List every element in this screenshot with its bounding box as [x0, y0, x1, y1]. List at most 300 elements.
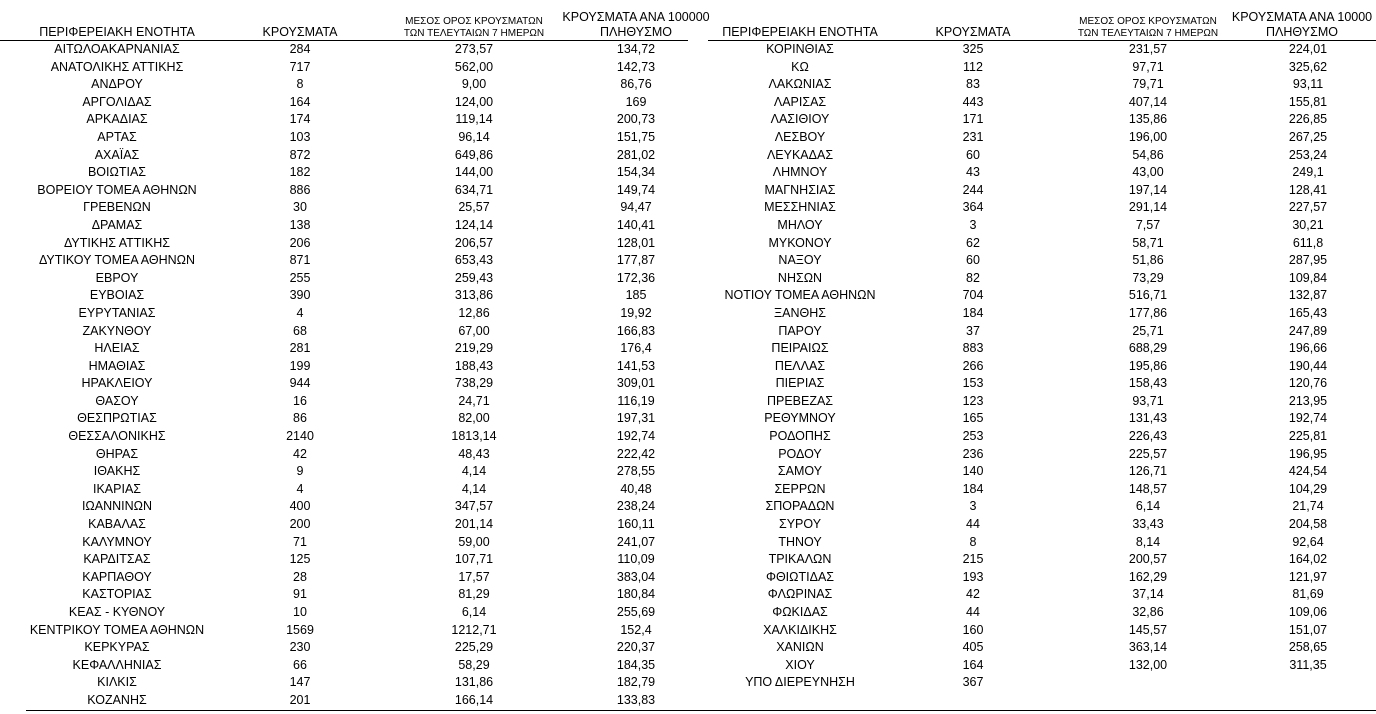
cases-cell: 42: [293, 446, 307, 461]
table-row: [708, 340, 1376, 358]
table-row: [0, 305, 688, 323]
table-row: [0, 393, 688, 411]
weekly-average-cell: 119,14: [455, 112, 493, 127]
cases-cell: 872: [289, 147, 311, 162]
cases-per-population-cell: 241,07: [616, 534, 656, 549]
cases-cell: 60: [966, 253, 980, 268]
region-cell: ΙΩΑΝΝΙΝΩΝ: [81, 499, 153, 514]
weekly-average-cell: 7,57: [1135, 217, 1161, 232]
cases-per-population-cell: 121,97: [1288, 569, 1328, 584]
header-weekly-average-line1: ΜΕΣΟΣ ΟΡΟΣ ΚΡΟΥΣΜΑΤΩΝ: [405, 16, 543, 27]
weekly-average-cell: 158,43: [1128, 376, 1168, 391]
weekly-average-cell: 82,00: [458, 411, 490, 426]
cases-cell: 2140: [286, 429, 314, 444]
cases-cell: 10: [293, 605, 307, 619]
weekly-average-cell: 1813,14: [451, 429, 497, 444]
header-region: ΠΕΡΙΦΕΡΕΙΑΚΗ ΕΝΟΤΗΤΑ: [722, 24, 878, 39]
weekly-average-cell: 25,57: [458, 200, 490, 215]
cases-per-population-cell: 192,74: [616, 429, 656, 444]
cases-cell: 16: [293, 393, 307, 408]
weekly-average-cell: 313,86: [454, 288, 494, 303]
cases-cell: 171: [962, 112, 984, 127]
table-row: [708, 516, 1376, 534]
cases-per-population-cell: 383,04: [616, 569, 656, 584]
table-row: [708, 217, 1376, 235]
table-row: [708, 76, 1376, 94]
region-cell: ΧΑΛΚΙΔΙΚΗΣ: [763, 622, 837, 637]
region-cell: ΚΙΛΚΙΣ: [97, 675, 137, 690]
region-cell: ΤΡΙΚΑΛΩΝ: [768, 552, 832, 567]
cases-per-population-cell: 128,01: [616, 235, 656, 250]
cases-cell: 184: [962, 305, 984, 320]
table-row: [0, 410, 688, 428]
cases-per-population-cell: 152,4: [620, 622, 652, 637]
weekly-average-cell: 124,00: [454, 94, 494, 109]
weekly-average-cell: 4,14: [461, 481, 487, 496]
cases-cell: 266: [962, 358, 984, 373]
table-row: [708, 252, 1376, 270]
table-row: [708, 569, 1376, 587]
region-cell: ΕΥΡΥΤΑΝΙΑΣ: [78, 305, 156, 320]
cases-cell: 284: [289, 42, 311, 56]
cases-per-population-cell: 132,87: [1288, 288, 1328, 303]
region-cell: ΠΡΕΒΕΖΑΣ: [766, 393, 834, 408]
table-row: [708, 622, 1376, 640]
cases-per-population-cell: 94,47: [620, 200, 652, 215]
cases-per-population-cell: 222,42: [616, 446, 656, 461]
cases-per-population-cell: 247,89: [1288, 323, 1328, 338]
region-cell: ΚΕΡΚΥΡΑΣ: [84, 640, 150, 655]
weekly-average-cell: 24,71: [458, 393, 490, 408]
cases-per-population-cell: 220,37: [616, 640, 656, 655]
cases-cell: 9: [296, 464, 304, 479]
cases-cell: 231: [962, 129, 984, 144]
table-row: [0, 639, 688, 657]
region-cell: ΠΕΛΛΑΣ: [774, 358, 826, 373]
table-row: [708, 674, 1376, 692]
table-row: [0, 270, 688, 288]
region-cell: ΜΥΚΟΝΟΥ: [768, 235, 832, 250]
cases-cell: 182: [289, 165, 311, 180]
region-cell: ΝΗΣΩΝ: [777, 270, 823, 285]
cases-per-population-cell: 151,75: [616, 129, 656, 144]
region-cell: ΒΟΡΕΙΟΥ ΤΟΜΕΑ ΑΘΗΝΩΝ: [37, 182, 197, 197]
region-cell: ΜΕΣΣΗΝΙΑΣ: [764, 200, 836, 215]
region-cell: ΔΡΑΜΑΣ: [91, 217, 143, 232]
cases-per-population-cell: 141,53: [616, 358, 656, 373]
weekly-average-cell: 225,29: [454, 640, 494, 655]
cases-per-population-cell: 611,8: [1292, 235, 1324, 250]
weekly-average-cell: 8,14: [1135, 534, 1161, 549]
cases-cell: 44: [966, 605, 980, 619]
weekly-average-cell: 1212,71: [451, 622, 497, 637]
cases-cell: 60: [966, 147, 980, 162]
region-cell: ΠΕΙΡΑΙΩΣ: [771, 341, 829, 356]
region-cell: ΧΑΝΙΩΝ: [776, 640, 824, 655]
bottom-rule: [26, 710, 1376, 711]
region-cell: ΗΜΑΘΙΑΣ: [88, 358, 146, 373]
weekly-average-cell: 219,29: [454, 341, 494, 356]
weekly-average-cell: 12,86: [458, 305, 490, 320]
region-cell: ΧΙΟΥ: [785, 657, 815, 672]
region-cell: ΣΕΡΡΩΝ: [774, 481, 826, 496]
cases-cell: 230: [289, 640, 311, 655]
cases-cell: 42: [966, 587, 980, 602]
cases-cell: 37: [966, 323, 980, 338]
table-row: [708, 182, 1376, 200]
cases-per-population-cell: 151,07: [1288, 622, 1328, 637]
cases-per-population-cell: 325,62: [1288, 59, 1328, 74]
weekly-average-cell: 196,00: [1128, 129, 1168, 144]
weekly-average-cell: 37,14: [1132, 587, 1164, 602]
cases-per-population-cell: 278,55: [616, 464, 656, 479]
cases-cell: 443: [962, 94, 984, 109]
region-cell: ΡΕΘΥΜΝΟΥ: [764, 411, 836, 426]
cases-cell: 4: [296, 481, 304, 496]
region-cell: ΔΥΤΙΚΗΣ ΑΤΤΙΚΗΣ: [64, 235, 170, 250]
table-row: [0, 287, 688, 305]
cases-per-population-cell: 176,4: [620, 341, 652, 356]
table-row: [708, 129, 1376, 147]
table-row: [708, 410, 1376, 428]
weekly-average-cell: 96,14: [458, 129, 490, 144]
cases-cell: 153: [962, 376, 984, 391]
region-cell: ΚΑΒΑΛΑΣ: [88, 517, 146, 532]
cases-per-population-cell: 180,84: [616, 587, 656, 602]
table-row: [708, 534, 1376, 552]
weekly-average-cell: 291,14: [1128, 200, 1168, 215]
cases-cell: 253: [962, 429, 984, 444]
cases-per-population-cell: 30,21: [1292, 217, 1324, 232]
region-cell: ΚΑΣΤΟΡΙΑΣ: [82, 587, 152, 602]
region-cell: ΑΡΤΑΣ: [97, 129, 137, 144]
weekly-average-cell: 81,29: [458, 587, 490, 602]
table-row: [708, 305, 1376, 323]
region-cell: ΘΕΣΠΡΩΤΙΑΣ: [77, 411, 157, 426]
cases-cell: 883: [962, 341, 984, 356]
table-row: [0, 622, 688, 640]
cases-cell: 704: [962, 288, 984, 303]
cases-per-population-cell: 166,83: [616, 323, 656, 338]
table-row: [708, 586, 1376, 604]
table-row: [0, 498, 688, 516]
table-row: [708, 481, 1376, 499]
cases-per-population-cell: 104,29: [1288, 481, 1328, 496]
cases-cell: 28: [293, 569, 307, 584]
weekly-average-cell: 97,71: [1132, 59, 1164, 74]
table-row: [0, 129, 688, 147]
weekly-average-cell: 516,71: [1128, 288, 1168, 303]
weekly-average-cell: 54,86: [1132, 147, 1164, 162]
table-row: [0, 481, 688, 499]
cases-per-population-cell: 196,95: [1288, 446, 1328, 461]
cases-cell: 8: [296, 77, 304, 92]
weekly-average-cell: 225,57: [1128, 446, 1168, 461]
weekly-average-cell: 148,57: [1128, 481, 1168, 496]
cases-per-population-cell: 172,36: [616, 270, 656, 285]
cases-per-population-cell: 40,48: [620, 481, 652, 496]
cases-cell: 255: [289, 270, 311, 285]
region-cell: ΚΟΡΙΝΘΙΑΣ: [766, 42, 834, 56]
weekly-average-cell: 48,43: [458, 446, 490, 461]
cases-per-population-cell: 19,92: [620, 305, 652, 320]
region-cell: ΛΑΡΙΣΑΣ: [773, 94, 827, 109]
cases-per-population-cell: 177,87: [616, 253, 656, 268]
region-cell: ΠΙΕΡΙΑΣ: [775, 376, 825, 391]
cases-cell: 244: [962, 182, 984, 197]
weekly-average-cell: 259,43: [454, 270, 494, 285]
region-cell: ΔΥΤΙΚΟΥ ΤΟΜΕΑ ΑΘΗΝΩΝ: [38, 253, 196, 268]
weekly-average-cell: 166,14: [454, 692, 494, 707]
weekly-average-cell: 58,71: [1132, 235, 1164, 250]
region-cell: ΦΛΩΡΙΝΑΣ: [767, 587, 833, 602]
weekly-average-cell: 73,29: [1132, 270, 1164, 285]
cases-cell: 62: [966, 235, 980, 250]
region-cell: ΖΑΚΥΝΘΟΥ: [82, 323, 152, 338]
table-row: [708, 111, 1376, 129]
weekly-average-cell: 226,43: [1128, 429, 1168, 444]
cases-cell: 174: [289, 112, 311, 127]
cases-cell: 164: [289, 94, 311, 109]
left-table: [0, 6, 710, 710]
region-cell: ΝΑΞΟΥ: [778, 253, 822, 268]
region-cell: ΚΕΦΑΛΛΗΝΙΑΣ: [72, 657, 162, 672]
cases-per-population-cell: 149,74: [616, 182, 656, 197]
cases-per-population-cell: 267,25: [1288, 129, 1328, 144]
cases-cell: 3: [969, 217, 977, 232]
region-cell: ΚΕΑΣ - ΚΥΘΝΟΥ: [68, 605, 166, 619]
cases-per-population-cell: 164,02: [1288, 552, 1328, 567]
weekly-average-cell: 6,14: [1135, 499, 1161, 514]
right-table-header: [708, 6, 1376, 41]
cases-cell: 138: [289, 217, 311, 232]
cases-cell: 1569: [286, 622, 314, 637]
cases-per-population-cell: 140,41: [616, 217, 656, 232]
weekly-average-cell: 43,00: [1132, 165, 1164, 180]
weekly-average-cell: 4,14: [461, 464, 487, 479]
cases-per-population-cell: 249,1: [1292, 165, 1324, 180]
cases-per-population-cell: 110,09: [617, 552, 655, 567]
cases-cell: 125: [289, 552, 311, 567]
table-row: [0, 428, 688, 446]
cases-per-population-cell: 253,24: [1288, 147, 1328, 162]
cases-cell: 123: [962, 393, 984, 408]
weekly-average-cell: 32,86: [1132, 605, 1164, 619]
cases-per-population-cell: 182,79: [616, 675, 656, 690]
region-cell: ΙΚΑΡΙΑΣ: [92, 481, 142, 496]
region-cell: ΦΩΚΙΔΑΣ: [772, 605, 828, 619]
weekly-average-cell: 126,71: [1128, 464, 1168, 479]
weekly-average-cell: 58,29: [458, 657, 490, 672]
table-row: [0, 463, 688, 481]
region-cell: ΑΧΑΪΑΣ: [94, 147, 140, 162]
region-cell: ΣΑΜΟΥ: [777, 464, 823, 479]
cases-cell: 325: [962, 42, 984, 56]
cases-cell: 71: [293, 534, 307, 549]
region-cell: ΦΘΙΩΤΙΔΑΣ: [765, 569, 835, 584]
region-cell: ΚΕΝΤΡΙΚΟΥ ΤΟΜΕΑ ΑΘΗΝΩΝ: [29, 622, 205, 637]
cases-per-population-cell: 165,43: [1288, 305, 1328, 320]
weekly-average-cell: 197,14: [1128, 182, 1168, 197]
cases-cell: 43: [966, 165, 980, 180]
table-row: [708, 657, 1376, 675]
table-row: [708, 323, 1376, 341]
cases-cell: 160: [962, 622, 984, 637]
region-cell: ΛΕΣΒΟΥ: [774, 129, 826, 144]
table-row: [0, 674, 688, 692]
cases-cell: 236: [962, 446, 984, 461]
weekly-average-cell: 206,57: [454, 235, 494, 250]
header-cases-per-population-line2: ΠΛΗΘΥΣΜΟ: [600, 24, 672, 39]
cases-cell: 165: [962, 411, 984, 426]
table-row: [0, 76, 688, 94]
table-row: [0, 252, 688, 270]
weekly-average-cell: 67,00: [458, 323, 490, 338]
table-row: [0, 551, 688, 569]
cases-cell: 200: [289, 517, 311, 532]
cases-per-population-cell: 120,76: [1288, 376, 1328, 391]
table-row: [0, 41, 688, 59]
weekly-average-cell: 132,00: [1128, 657, 1168, 672]
header-weekly-average-line2: ΤΩΝ ΤΕΛΕΥΤΑΙΩΝ 7 ΗΜΕΡΩΝ: [1077, 27, 1219, 39]
cases-per-population-cell: 184,35: [616, 657, 656, 672]
table-row: [708, 164, 1376, 182]
region-cell: ΛΕΥΚΑΔΑΣ: [766, 147, 834, 162]
cases-cell: 367: [962, 675, 984, 690]
cases-per-population-cell: 287,95: [1288, 253, 1328, 268]
region-cell: ΗΡΑΚΛΕΙΟΥ: [81, 376, 153, 391]
table-row: [0, 586, 688, 604]
cases-cell: 717: [289, 59, 311, 74]
table-row: [0, 604, 688, 622]
table-row: [0, 692, 688, 710]
weekly-average-cell: 135,86: [1128, 112, 1168, 127]
weekly-average-cell: 738,29: [454, 376, 494, 391]
region-cell: ΚΟΖΑΝΗΣ: [87, 692, 147, 707]
cases-cell: 83: [966, 77, 980, 92]
weekly-average-cell: 407,14: [1128, 94, 1168, 109]
cases-per-population-cell: 116,19: [617, 393, 655, 408]
table-row: [708, 446, 1376, 464]
table-row: [708, 604, 1376, 622]
cases-cell: 364: [962, 200, 984, 215]
table-row: [0, 94, 688, 112]
cases-per-population-cell: 92,64: [1292, 534, 1324, 549]
weekly-average-cell: 17,57: [458, 569, 490, 584]
table-row: [0, 217, 688, 235]
region-cell: ΠΑΡΟΥ: [778, 323, 822, 338]
table-row: [0, 147, 688, 165]
cases-per-population-cell: 197,31: [616, 411, 656, 426]
right-table: [708, 6, 1376, 692]
region-cell: ΓΡΕΒΕΝΩΝ: [83, 200, 151, 215]
table-row: [0, 199, 688, 217]
region-cell: ΘΑΣΟΥ: [95, 393, 139, 408]
region-cell: ΡΟΔΟΠΗΣ: [769, 429, 831, 444]
region-cell: ΚΑΡΔΙΤΣΑΣ: [83, 552, 151, 567]
table-row: [708, 393, 1376, 411]
region-cell: ΞΑΝΘΗΣ: [774, 305, 826, 320]
header-weekly-average-line1: ΜΕΣΟΣ ΟΡΟΣ ΚΡΟΥΣΜΑΤΩΝ: [1079, 16, 1217, 27]
cases-per-population-cell: 238,24: [616, 499, 656, 514]
cases-per-population-cell: 154,34: [616, 165, 656, 180]
header-cases-per-population: [556, 10, 716, 39]
table-row: [0, 657, 688, 675]
weekly-average-cell: 144,00: [454, 165, 494, 180]
weekly-average-cell: 649,86: [454, 147, 494, 162]
cases-per-population-cell: 224,01: [1288, 42, 1328, 56]
region-cell: ΡΟΔΟΥ: [778, 446, 822, 461]
table-row: [0, 235, 688, 253]
weekly-average-cell: 653,43: [454, 253, 494, 268]
header-weekly-average: [384, 16, 564, 39]
table-row: [0, 358, 688, 376]
header-cases-per-population-line1: ΚΡΟΥΣΜΑΤΑ ΑΝΑ 10000: [1231, 10, 1373, 25]
table-row: [708, 94, 1376, 112]
region-cell: ΛΗΜΝΟΥ: [772, 165, 828, 180]
table-row: [0, 446, 688, 464]
weekly-average-cell: 51,86: [1132, 253, 1164, 268]
cases-cell: 199: [289, 358, 311, 373]
weekly-average-cell: 59,00: [458, 534, 490, 549]
cases-cell: 281: [289, 341, 311, 356]
table-row: [708, 147, 1376, 165]
table-row: [708, 463, 1376, 481]
cases-per-population-cell: 424,54: [1288, 464, 1328, 479]
weekly-average-cell: 188,43: [454, 358, 494, 373]
weekly-average-cell: 634,71: [454, 182, 494, 197]
region-cell: ΑΡΓΟΛΙΔΑΣ: [82, 94, 152, 109]
table-row: [708, 59, 1376, 77]
cases-per-population-cell: 155,81: [1288, 94, 1328, 109]
cases-cell: 944: [289, 376, 311, 391]
region-cell: ΘΕΣΣΑΛΟΝΙΚΗΣ: [68, 429, 166, 444]
weekly-average-cell: 25,71: [1132, 323, 1164, 338]
table-row: [708, 287, 1376, 305]
region-cell: ΚΑΡΠΑΘΟΥ: [82, 569, 152, 584]
weekly-average-cell: 162,29: [1128, 569, 1168, 584]
region-cell: ΑΡΚΑΔΙΑΣ: [86, 112, 148, 127]
header-cases-per-population-line2: ΠΛΗΘΥΣΜΟ: [1266, 24, 1338, 39]
weekly-average-cell: 93,71: [1132, 393, 1164, 408]
cases-per-population-cell: 133,83: [616, 692, 656, 707]
cases-per-population-cell: 93,11: [1292, 77, 1324, 92]
cases-cell: 30: [293, 200, 307, 215]
table-row: [0, 182, 688, 200]
left-table-body: [0, 41, 688, 710]
cases-per-population-cell: 134,72: [616, 42, 656, 56]
weekly-average-cell: 9,00: [461, 77, 487, 92]
cases-cell: 871: [289, 253, 311, 268]
cases-cell: 8: [969, 534, 977, 549]
cases-cell: 206: [289, 235, 311, 250]
header-cases: ΚΡΟΥΣΜΑΤΑ: [262, 24, 338, 39]
weekly-average-cell: 107,71: [454, 552, 494, 567]
cases-per-population-cell: 192,74: [1288, 411, 1328, 426]
cases-per-population-cell: 311,35: [1289, 657, 1327, 672]
table-row: [0, 375, 688, 393]
weekly-average-cell: 177,86: [1128, 305, 1168, 320]
table-row: [708, 270, 1376, 288]
left-table-header: [0, 6, 710, 41]
cases-cell: 886: [289, 182, 311, 197]
cases-cell: 4: [296, 305, 304, 320]
table-row: [708, 375, 1376, 393]
region-cell: ΕΒΡΟΥ: [95, 270, 139, 285]
cases-per-population-cell: 258,65: [1288, 640, 1328, 655]
cases-cell: 86: [293, 411, 307, 426]
cases-per-population-cell: 255,69: [616, 605, 656, 619]
